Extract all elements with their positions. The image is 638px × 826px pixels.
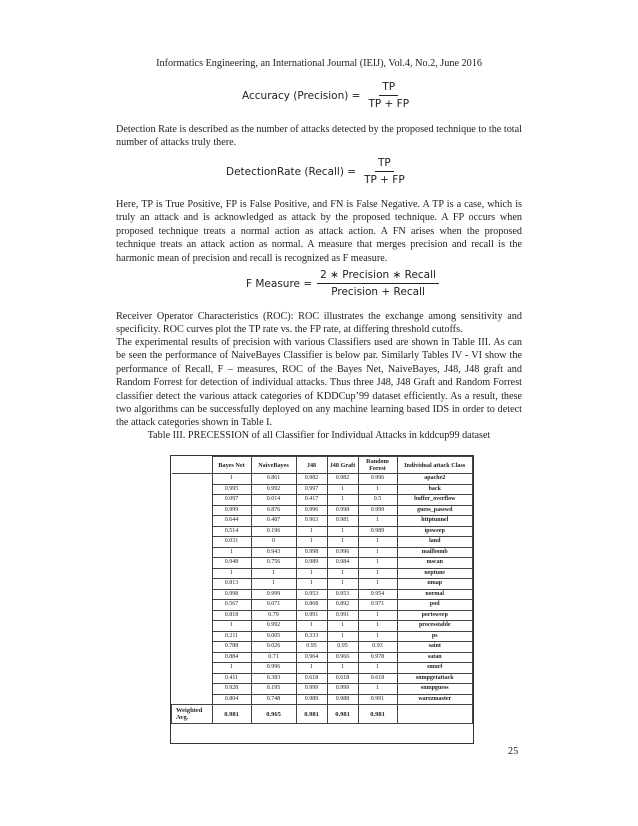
- attack-class-cell: pod: [397, 600, 473, 611]
- precision-value-cell: 0.988: [327, 694, 358, 705]
- precision-value-cell: 0.211: [212, 631, 251, 642]
- paragraph-tp-fp-fn: Here, TP is True Positive, FP is False Positive, and FN is False Negative. A TP is a case, which is truly an attack and is acknowledged as attack by the proposed technique. A FP occurs when proposed technique treats a normal action as attack action. A FN arises when the proposed technique treats an attack action as normal. A measure that merges precision and recall is the harmonic mean of precision and recall is recognized as F measure.: [116, 199, 522, 264]
- precision-value-cell: 0.79: [251, 610, 296, 621]
- precision-value-cell: 0.014: [251, 495, 296, 506]
- precision-value-cell: 0.948: [212, 558, 251, 569]
- precision-value-cell: 0.031: [212, 537, 251, 548]
- attack-class-cell: satan: [397, 652, 473, 663]
- table-row: [172, 684, 473, 695]
- column-header: Bayes Net: [212, 457, 251, 474]
- row-spacer-cell: [172, 684, 213, 695]
- precision-value-cell: 0.487: [251, 516, 296, 527]
- table-row: [172, 589, 473, 600]
- weighted-average-value: 0.981: [327, 705, 358, 724]
- precision-value-cell: 0.989: [358, 526, 397, 537]
- row-spacer-cell: [172, 579, 213, 590]
- table-row: [172, 600, 473, 611]
- table-row: [172, 621, 473, 632]
- precision-value-cell: 0.868: [296, 600, 327, 611]
- precision-value-cell: 1: [358, 610, 397, 621]
- table-row: [172, 558, 473, 569]
- precision-value-cell: 1: [327, 495, 358, 506]
- precision-value-cell: 0.999: [296, 684, 327, 695]
- table-row: [172, 610, 473, 621]
- paragraph-results: The experimental results of precision with various Classifiers used are shown in Table III. As can be seen the performance of NaiveBayes Classifier is below par. Similarly Tables IV - VI show the performance of Recall, F – measures, ROC of the Bayes Net, NaiveBayes, J48, J48 graft and Random Forrest for detection of individual attacks. Thus three J48, J48 Graft and Random Forrest classifier detect the various attack categories of KDDCup’99 dataset efficiently. As a result, these two algorithms can be successfully deployed on any machine learning based IDS in order to detect the attack categories shown in Table I.: [116, 337, 522, 429]
- attack-class-cell: saint: [397, 642, 473, 653]
- column-header: Individual attack Class: [397, 457, 473, 474]
- row-spacer-cell: [172, 474, 213, 485]
- attack-class-cell: ps: [397, 631, 473, 642]
- precision-value-cell: 0.999: [327, 684, 358, 695]
- precision-value-cell: 1: [212, 663, 251, 674]
- equation-fraction: [365, 80, 412, 111]
- table-row: [172, 547, 473, 558]
- precision-value-cell: 1: [212, 474, 251, 485]
- precision-value-cell: 0.966: [327, 652, 358, 663]
- table-row: [172, 474, 473, 485]
- precision-value-cell: 0.928: [212, 684, 251, 695]
- precision-value-cell: 0.997: [296, 484, 327, 495]
- precision-value-cell: 0.748: [251, 694, 296, 705]
- precision-value-cell: 0.097: [212, 495, 251, 506]
- precision-value-cell: 1: [358, 663, 397, 674]
- table-header-corner: [172, 457, 213, 474]
- precision-value-cell: 0.963: [296, 516, 327, 527]
- precision-value-cell: 0.333: [296, 631, 327, 642]
- precision-value-cell: 0.992: [251, 621, 296, 632]
- recall-equation: [226, 156, 408, 187]
- precision-value-cell: 1: [327, 621, 358, 632]
- precision-value-cell: 0.953: [296, 589, 327, 600]
- page-number: 25: [508, 746, 519, 757]
- weighted-average-empty-cell: [397, 705, 473, 724]
- precision-value-cell: 0.788: [212, 642, 251, 653]
- table-header-row: [172, 457, 473, 474]
- attack-class-cell: back: [397, 484, 473, 495]
- precision-value-cell: 1: [212, 568, 251, 579]
- precision-value-cell: 0.998: [327, 505, 358, 516]
- precision-value-cell: 1: [358, 684, 397, 695]
- precision-value-cell: 0.989: [296, 558, 327, 569]
- precision-value-cell: 1: [327, 663, 358, 674]
- precision-value-cell: 1: [327, 631, 358, 642]
- table-body: [172, 474, 473, 724]
- precision-value-cell: 0.999: [251, 589, 296, 600]
- row-spacer-cell: [172, 505, 213, 516]
- precision-value-cell: 1: [296, 526, 327, 537]
- attack-class-cell: neptune: [397, 568, 473, 579]
- equation-denominator: Precision + Recall: [331, 286, 425, 298]
- table-row: [172, 631, 473, 642]
- precision-value-cell: 0.567: [212, 600, 251, 611]
- precision-value-cell: 0.861: [251, 474, 296, 485]
- precision-value-cell: 0.005: [251, 631, 296, 642]
- accuracy-equation: [242, 80, 412, 111]
- precision-value-cell: 1: [358, 621, 397, 632]
- precision-value-cell: 0.876: [251, 505, 296, 516]
- precision-value-cell: 1: [358, 568, 397, 579]
- precision-value-cell: 0.998: [212, 589, 251, 600]
- precision-value-cell: 0.964: [296, 652, 327, 663]
- precision-value-cell: 0.999: [358, 505, 397, 516]
- equation-denominator: TP + FP: [364, 174, 405, 186]
- precision-value-cell: 0.196: [251, 526, 296, 537]
- row-spacer-cell: [172, 589, 213, 600]
- row-spacer-cell: [172, 484, 213, 495]
- row-spacer-cell: [172, 558, 213, 569]
- precision-value-cell: 1: [296, 579, 327, 590]
- precision-value-cell: 1: [251, 568, 296, 579]
- row-spacer-cell: [172, 631, 213, 642]
- row-spacer-cell: [172, 610, 213, 621]
- precision-value-cell: 0.998: [296, 547, 327, 558]
- weighted-average-value: 0.981: [358, 705, 397, 724]
- precision-value-cell: 0.892: [327, 600, 358, 611]
- equation-fraction: [361, 156, 408, 187]
- column-header: NaiveBayes: [251, 457, 296, 474]
- row-spacer-cell: [172, 516, 213, 527]
- f-measure-equation: [246, 268, 439, 299]
- weighted-average-label: Weighted Avg.: [172, 705, 213, 724]
- precision-value-cell: 0.999: [212, 505, 251, 516]
- attack-class-cell: mscan: [397, 558, 473, 569]
- table-row: [172, 568, 473, 579]
- row-spacer-cell: [172, 526, 213, 537]
- precision-value-cell: 0.618: [358, 673, 397, 684]
- equation-lhs: DetectionRate (Recall) =: [226, 165, 357, 178]
- row-spacer-cell: [172, 642, 213, 653]
- precision-value-cell: 1: [327, 484, 358, 495]
- attack-class-cell: snmpgetattack: [397, 673, 473, 684]
- precision-value-cell: 0.991: [358, 694, 397, 705]
- row-spacer-cell: [172, 537, 213, 548]
- table-row: [172, 673, 473, 684]
- precision-value-cell: 0.984: [327, 558, 358, 569]
- weighted-average-row: [172, 705, 473, 724]
- precision-value-cell: 1: [296, 568, 327, 579]
- precision-value-cell: 0.954: [358, 589, 397, 600]
- precision-value-cell: 0.978: [358, 652, 397, 663]
- equation-numerator: TP: [379, 80, 398, 96]
- precision-table-frame: [170, 455, 474, 744]
- table-row: [172, 537, 473, 548]
- precision-value-cell: 0.195: [251, 684, 296, 695]
- attack-class-cell: buffer_overflow: [397, 495, 473, 506]
- table-row: [172, 642, 473, 653]
- attack-class-cell: apache2: [397, 474, 473, 485]
- column-header: J48: [296, 457, 327, 474]
- precision-value-cell: 1: [212, 547, 251, 558]
- precision-value-cell: 1: [327, 526, 358, 537]
- precision-value-cell: 0.953: [327, 589, 358, 600]
- precision-value-cell: 0.95: [296, 642, 327, 653]
- precision-value-cell: 1: [327, 568, 358, 579]
- precision-value-cell: 0.991: [296, 610, 327, 621]
- table-caption: Table III. PRECESSION of all Classifier for Individual Attacks in kddcup99 dataset: [147, 430, 491, 441]
- precision-value-cell: 1: [358, 516, 397, 527]
- equation-lhs: F Measure =: [246, 277, 313, 290]
- precision-value-cell: 1: [358, 558, 397, 569]
- table-row: [172, 663, 473, 674]
- equation-numerator: TP: [375, 156, 394, 172]
- attack-class-cell: ipsweep: [397, 526, 473, 537]
- precision-value-cell: 0.071: [251, 600, 296, 611]
- table-row: [172, 526, 473, 537]
- precision-value-cell: 0.618: [327, 673, 358, 684]
- attack-class-cell: httptunnel: [397, 516, 473, 527]
- attack-class-cell: snmpguess: [397, 684, 473, 695]
- attack-class-cell: nmap: [397, 579, 473, 590]
- row-spacer-cell: [172, 652, 213, 663]
- equation-fraction: [317, 268, 439, 299]
- precision-value-cell: 1: [251, 579, 296, 590]
- attack-class-cell: processtable: [397, 621, 473, 632]
- precision-value-cell: 0.996: [358, 474, 397, 485]
- precision-value-cell: 0: [251, 537, 296, 548]
- precision-table: [171, 456, 473, 724]
- table-row: [172, 694, 473, 705]
- precision-value-cell: 1: [296, 621, 327, 632]
- row-spacer-cell: [172, 600, 213, 611]
- precision-value-cell: 1: [358, 547, 397, 558]
- equation-denominator: TP + FP: [368, 98, 410, 110]
- row-spacer-cell: [172, 568, 213, 579]
- precision-value-cell: 0.756: [251, 558, 296, 569]
- attack-class-cell: mailbomb: [397, 547, 473, 558]
- precision-value-cell: 0.026: [251, 642, 296, 653]
- precision-value-cell: 0.818: [212, 610, 251, 621]
- row-spacer-cell: [172, 663, 213, 674]
- table-row: [172, 652, 473, 663]
- precision-value-cell: 0.996: [251, 663, 296, 674]
- table-row: [172, 495, 473, 506]
- weighted-average-value: 0.981: [212, 705, 251, 724]
- precision-value-cell: 0.804: [212, 694, 251, 705]
- attack-class-cell: portsweep: [397, 610, 473, 621]
- precision-value-cell: 0.618: [296, 673, 327, 684]
- precision-value-cell: 0.411: [212, 673, 251, 684]
- precision-value-cell: 0.982: [327, 474, 358, 485]
- journal-header: Informatics Engineering, an International Journal (IEIJ), Vol.4, No.2, June 2016: [156, 58, 482, 69]
- precision-value-cell: 0.996: [327, 547, 358, 558]
- attack-class-cell: land: [397, 537, 473, 548]
- precision-value-cell: 1: [358, 579, 397, 590]
- precision-value-cell: 0.813: [212, 579, 251, 590]
- row-spacer-cell: [172, 673, 213, 684]
- precision-value-cell: 0.5: [358, 495, 397, 506]
- precision-value-cell: 0.417: [296, 495, 327, 506]
- row-spacer-cell: [172, 495, 213, 506]
- precision-value-cell: 1: [358, 631, 397, 642]
- table-row: [172, 484, 473, 495]
- row-spacer-cell: [172, 694, 213, 705]
- precision-value-cell: 0.989: [296, 694, 327, 705]
- column-header: J48 Graft: [327, 457, 358, 474]
- precision-value-cell: 0.992: [251, 484, 296, 495]
- precision-value-cell: 0.943: [251, 547, 296, 558]
- attack-class-cell: guess_passwd: [397, 505, 473, 516]
- precision-value-cell: 0.644: [212, 516, 251, 527]
- precision-value-cell: 1: [358, 537, 397, 548]
- row-spacer-cell: [172, 621, 213, 632]
- precision-value-cell: 0.971: [358, 600, 397, 611]
- paragraph-roc: Receiver Operator Characteristics (ROC): ROC illustrates the exchange among sensitivity and specificity. ROC curves plot the TP rate vs. the FP rate, at differing threshold cutoffs.: [116, 311, 522, 336]
- precision-value-cell: 0.383: [251, 673, 296, 684]
- precision-value-cell: 0.996: [296, 505, 327, 516]
- precision-value-cell: 0.93: [358, 642, 397, 653]
- attack-class-cell: normal: [397, 589, 473, 600]
- row-spacer-cell: [172, 547, 213, 558]
- precision-value-cell: 1: [296, 663, 327, 674]
- precision-value-cell: 0.514: [212, 526, 251, 537]
- attack-class-cell: warezmaster: [397, 694, 473, 705]
- table-row: [172, 505, 473, 516]
- precision-value-cell: 0.995: [212, 484, 251, 495]
- precision-value-cell: 0.95: [327, 642, 358, 653]
- precision-value-cell: 0.991: [327, 610, 358, 621]
- weighted-average-value: 0.965: [251, 705, 296, 724]
- precision-value-cell: 0.71: [251, 652, 296, 663]
- equation-lhs: Accuracy (Precision) =: [242, 89, 361, 102]
- precision-value-cell: 1: [327, 579, 358, 590]
- weighted-average-value: 0.981: [296, 705, 327, 724]
- equation-numerator: 2 ∗ Precision ∗ Recall: [317, 268, 439, 284]
- precision-value-cell: 1: [296, 537, 327, 548]
- precision-value-cell: 0.981: [327, 516, 358, 527]
- table-row: [172, 516, 473, 527]
- precision-value-cell: 0.982: [296, 474, 327, 485]
- table-row: [172, 579, 473, 590]
- precision-value-cell: 1: [327, 537, 358, 548]
- precision-value-cell: 1: [212, 621, 251, 632]
- paragraph-detection-rate: Detection Rate is described as the number of attacks detected by the proposed technique to the total number of attacks truly there.: [116, 124, 522, 149]
- column-header: Random Forest: [358, 457, 397, 474]
- attack-class-cell: smurf: [397, 663, 473, 674]
- precision-value-cell: 0.884: [212, 652, 251, 663]
- precision-value-cell: 1: [358, 484, 397, 495]
